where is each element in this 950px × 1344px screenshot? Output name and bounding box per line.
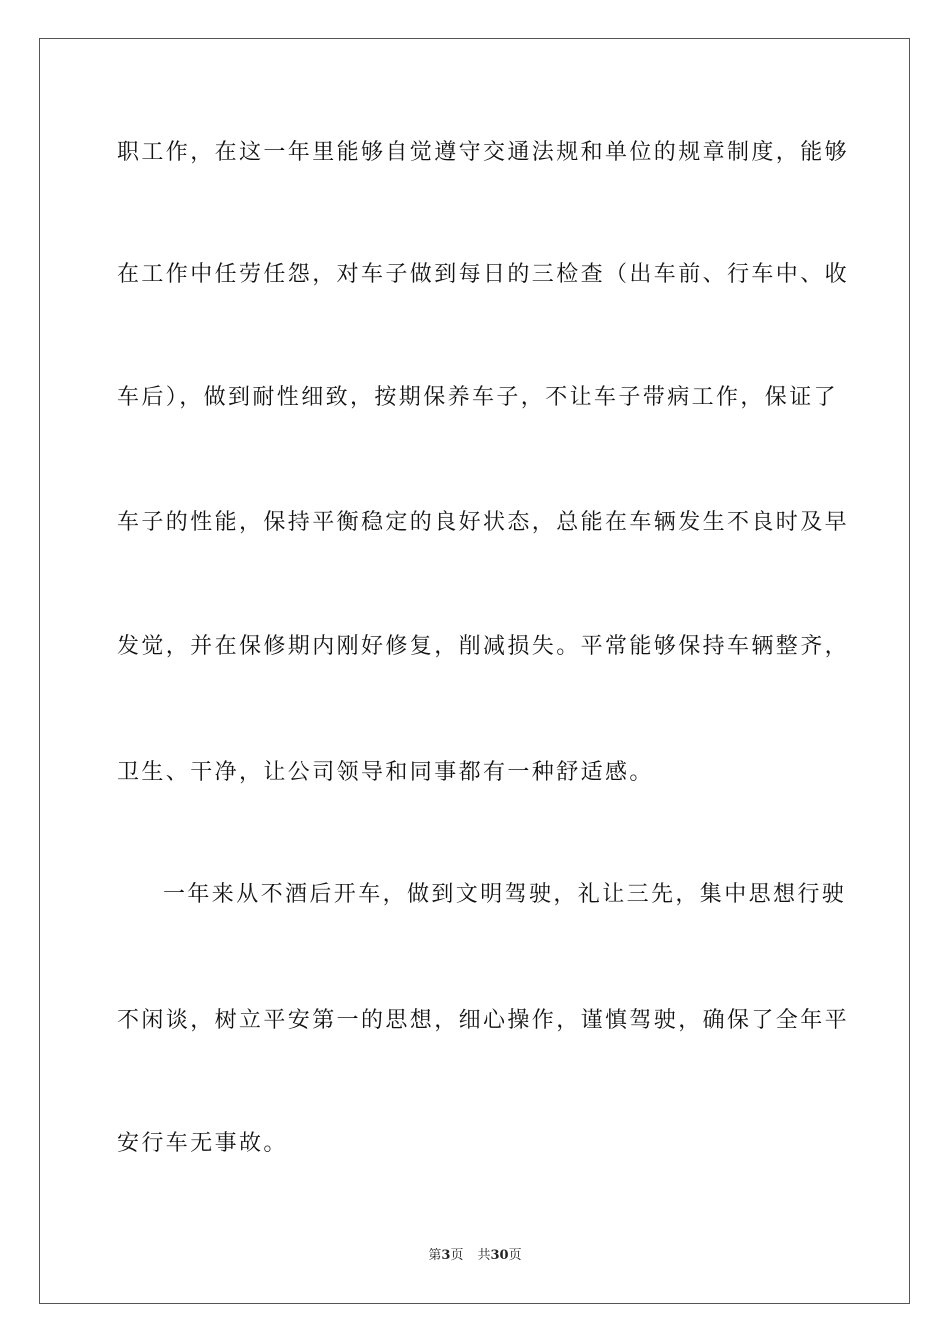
page-suffix: 页 (450, 1248, 464, 1263)
body-text-line: 发觉，并在保修期内刚好修复，削减损失。平常能够保持车辆整齐， (117, 634, 850, 659)
page-prefix: 第 (428, 1248, 442, 1263)
page-footer (0, 1248, 950, 1264)
page-border (39, 38, 910, 1304)
body-text-line: 安行车无事故。 (117, 1131, 288, 1156)
body-text-line: 职工作，在这一年里能够自觉遵守交通法规和单位的规章制度，能够 (117, 140, 850, 165)
body-text-line: 车后），做到耐性细致，按期保养车子，不让车子带病工作，保证了 (117, 385, 839, 410)
page-number: 3 (441, 1248, 451, 1263)
body-text-line: 不闲谈，树立平安第一的思想，细心操作，谨慎驾驶，确保了全年平 (117, 1008, 850, 1033)
total-pages: 30 (490, 1248, 509, 1263)
total-prefix: 共 (477, 1248, 491, 1263)
total-suffix: 页 (508, 1248, 522, 1263)
body-text-line: 在工作中任劳任怨，对车子做到每日的三检查（出车前、行车中、收 (117, 262, 850, 287)
body-text-line: 卫生、干净，让公司领导和同事都有一种舒适感。 (117, 760, 654, 785)
paragraph-first-line: 一年来从不酒后开车，做到文明驾驶，礼让三先，集中思想行驶 (163, 882, 847, 907)
body-text-line: 车子的性能，保持平衡稳定的良好状态，总能在车辆发生不良时及早 (117, 510, 850, 535)
